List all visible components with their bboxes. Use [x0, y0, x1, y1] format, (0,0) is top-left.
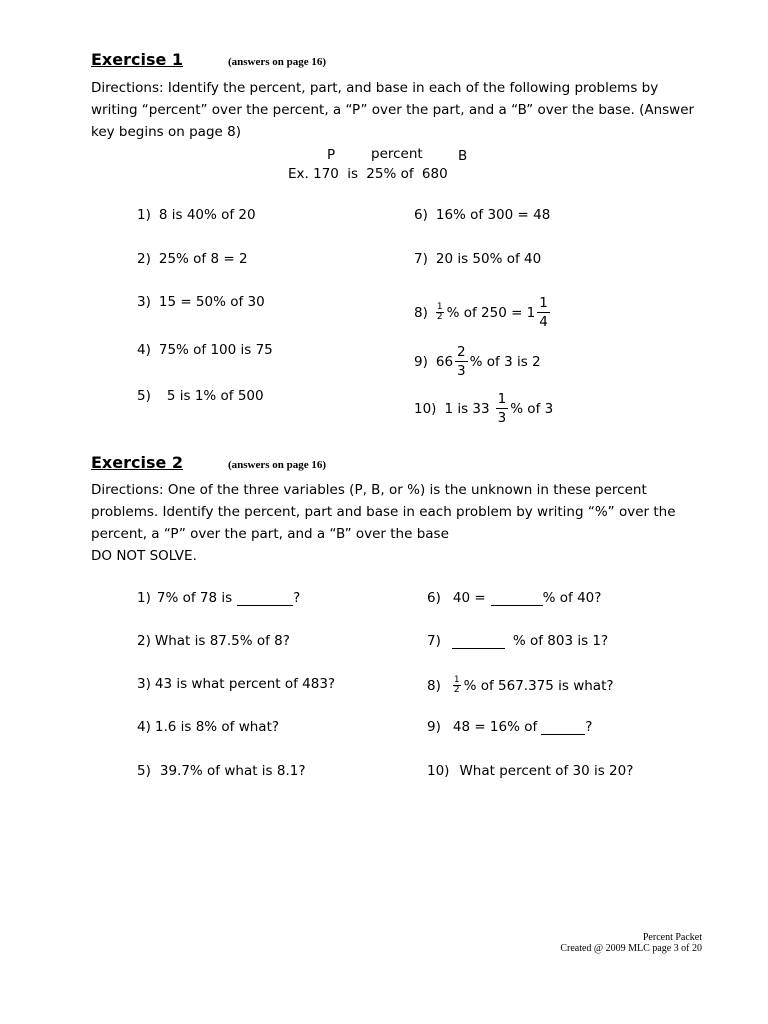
problem-text: 39.7% of what is 8.1?	[159, 763, 306, 779]
problem-text: ?	[585, 719, 593, 735]
problem-text: 5 is 1% of 500	[166, 388, 264, 404]
answer-blank	[237, 591, 293, 606]
mixed-fraction	[496, 390, 509, 427]
example-problem	[288, 163, 448, 185]
directions-line: Directions: Identify the percent, part, and base in each of the following problems by	[91, 80, 659, 96]
problem-number: 10)	[414, 400, 437, 417]
directions-line: problems. Identify the percent, part and base in each problem by writing “%” over the	[91, 504, 676, 520]
example-part: 170	[313, 166, 339, 182]
problem-number: 10)	[427, 763, 450, 779]
example-percent: 25%	[366, 166, 397, 182]
example-label-b: B	[458, 148, 468, 164]
ex1-problem-9	[414, 343, 541, 380]
ex1-problem-5	[137, 388, 264, 404]
fraction-denominator: 2	[436, 312, 443, 322]
directions-line: Directions: One of the three variables (P, B, or %) is the unknown in these percent	[91, 482, 647, 498]
problem-number: 1)	[137, 207, 151, 223]
exercise2-title: Exercise 2	[91, 453, 184, 472]
ex2-problem-3	[137, 676, 335, 692]
problem-text: % of 803 is 1?	[512, 633, 609, 649]
fraction-denominator: 3	[457, 363, 466, 379]
problem-text: % of 567.375 is what?	[463, 677, 614, 694]
ex2-problem-4	[137, 719, 279, 735]
ex2-problem-6	[427, 590, 601, 606]
problem-text: What is 87.5% of 8?	[154, 633, 290, 649]
problem-text: 1 is 33	[444, 400, 490, 417]
fraction-numerator: 1	[497, 391, 507, 407]
problem-number: 3)	[137, 294, 151, 310]
exercise2-directions	[91, 479, 676, 567]
mixed-whole: 66	[435, 353, 454, 370]
problem-text: 8 is 40% of 20	[158, 207, 256, 223]
footer-title: Percent Packet	[642, 932, 702, 943]
problem-text: 16% of 300 = 48	[435, 207, 551, 223]
ex1-problem-3	[137, 294, 265, 310]
ex1-problem-2	[137, 251, 248, 267]
answer-blank	[491, 591, 543, 606]
ex1-problem-8	[414, 294, 552, 331]
problem-number: 9)	[427, 719, 441, 735]
mixed-fraction	[455, 343, 468, 380]
problem-number: 1)	[137, 590, 151, 606]
example-is: is	[347, 166, 358, 182]
footer	[560, 932, 702, 954]
problem-text: ?	[293, 590, 301, 606]
fraction-numerator: 2	[457, 344, 466, 360]
problem-text: 1.6 is 8% of what?	[154, 719, 280, 735]
mixed-fraction	[537, 294, 550, 331]
ex1-problem-4	[137, 342, 273, 358]
ex2-problem-10	[427, 763, 633, 779]
example-prefix: Ex.	[288, 166, 309, 182]
problem-text: What percent of 30 is 20?	[459, 763, 634, 779]
directions-line: key begins on page 8)	[91, 124, 241, 140]
problem-text: 25% of 8 = 2	[158, 251, 248, 267]
ex2-problem-5	[137, 763, 306, 779]
problem-number: 4)	[137, 719, 151, 735]
directions-line: DO NOT SOLVE.	[91, 548, 197, 564]
problem-number: 5)	[137, 763, 151, 779]
answer-blank	[452, 634, 505, 649]
problem-number: 6)	[427, 590, 441, 606]
problem-text: % of 3 is 2	[469, 353, 541, 370]
half-fraction	[436, 303, 444, 322]
example-base: 680	[421, 166, 448, 182]
problem-number: 8)	[427, 677, 441, 694]
problem-text: 43 is what percent of 483?	[154, 676, 336, 692]
fraction-denominator: 2	[453, 685, 460, 695]
ex1-problem-6	[414, 207, 550, 223]
problem-number: 9)	[414, 353, 428, 370]
directions-line: writing “percent” over the percent, a “P” over the part, and a “B” over the base. (Answer	[91, 102, 695, 118]
ex1-problem-7	[414, 251, 541, 267]
problem-number: 4)	[137, 342, 151, 358]
example-label-percent: percent	[371, 146, 423, 162]
problem-number: 6)	[414, 207, 428, 223]
fraction-numerator: 1	[453, 675, 460, 685]
fraction-denominator: 4	[539, 314, 548, 330]
exercise1-title: Exercise 1	[91, 50, 184, 69]
ex2-problem-7	[427, 633, 608, 649]
problem-text: 48 = 16% of	[452, 719, 538, 735]
example-of: of	[400, 166, 414, 182]
ex1-problem-1	[137, 207, 256, 223]
problem-text: 15 = 50% of 30	[158, 294, 265, 310]
fraction-numerator: 1	[539, 295, 548, 311]
ex2-problem-1	[137, 590, 300, 606]
problem-text: % of 40?	[542, 590, 602, 606]
directions-line: percent, a “P” over the part, and a “B” over the base	[91, 526, 449, 542]
problem-text: 7% of 78 is	[156, 590, 233, 606]
problem-number: 2)	[137, 251, 151, 267]
answer-blank	[541, 720, 585, 735]
problem-number: 7)	[427, 633, 441, 649]
ex2-problem-8	[427, 676, 614, 695]
problem-text: % of 250 = 1	[446, 304, 536, 321]
problem-number: 2)	[137, 633, 151, 649]
fraction-denominator: 3	[497, 410, 507, 426]
exercise2-answers-note: (answers on page 16)	[228, 459, 327, 471]
ex2-problem-2	[137, 633, 290, 649]
exercise1-directions	[91, 77, 694, 143]
exercise1-answers-note: (answers on page 16)	[228, 56, 327, 68]
ex1-problem-10	[414, 390, 553, 427]
problem-number: 3)	[137, 676, 151, 692]
footer-page-info: Created @ 2009 MLC page 3 of 20	[560, 943, 702, 954]
ex2-problem-9	[427, 719, 592, 735]
example-label-p: P	[327, 147, 336, 163]
problem-text: 75% of 100 is 75	[158, 342, 273, 358]
half-fraction	[453, 676, 461, 695]
fraction-numerator: 1	[436, 302, 443, 312]
problem-text: 20 is 50% of 40	[435, 251, 542, 267]
problem-number: 8)	[414, 304, 428, 321]
problem-text: 40 =	[452, 590, 486, 606]
problem-number: 5)	[137, 388, 151, 404]
problem-text: % of 3	[510, 400, 554, 417]
problem-number: 7)	[414, 251, 428, 267]
